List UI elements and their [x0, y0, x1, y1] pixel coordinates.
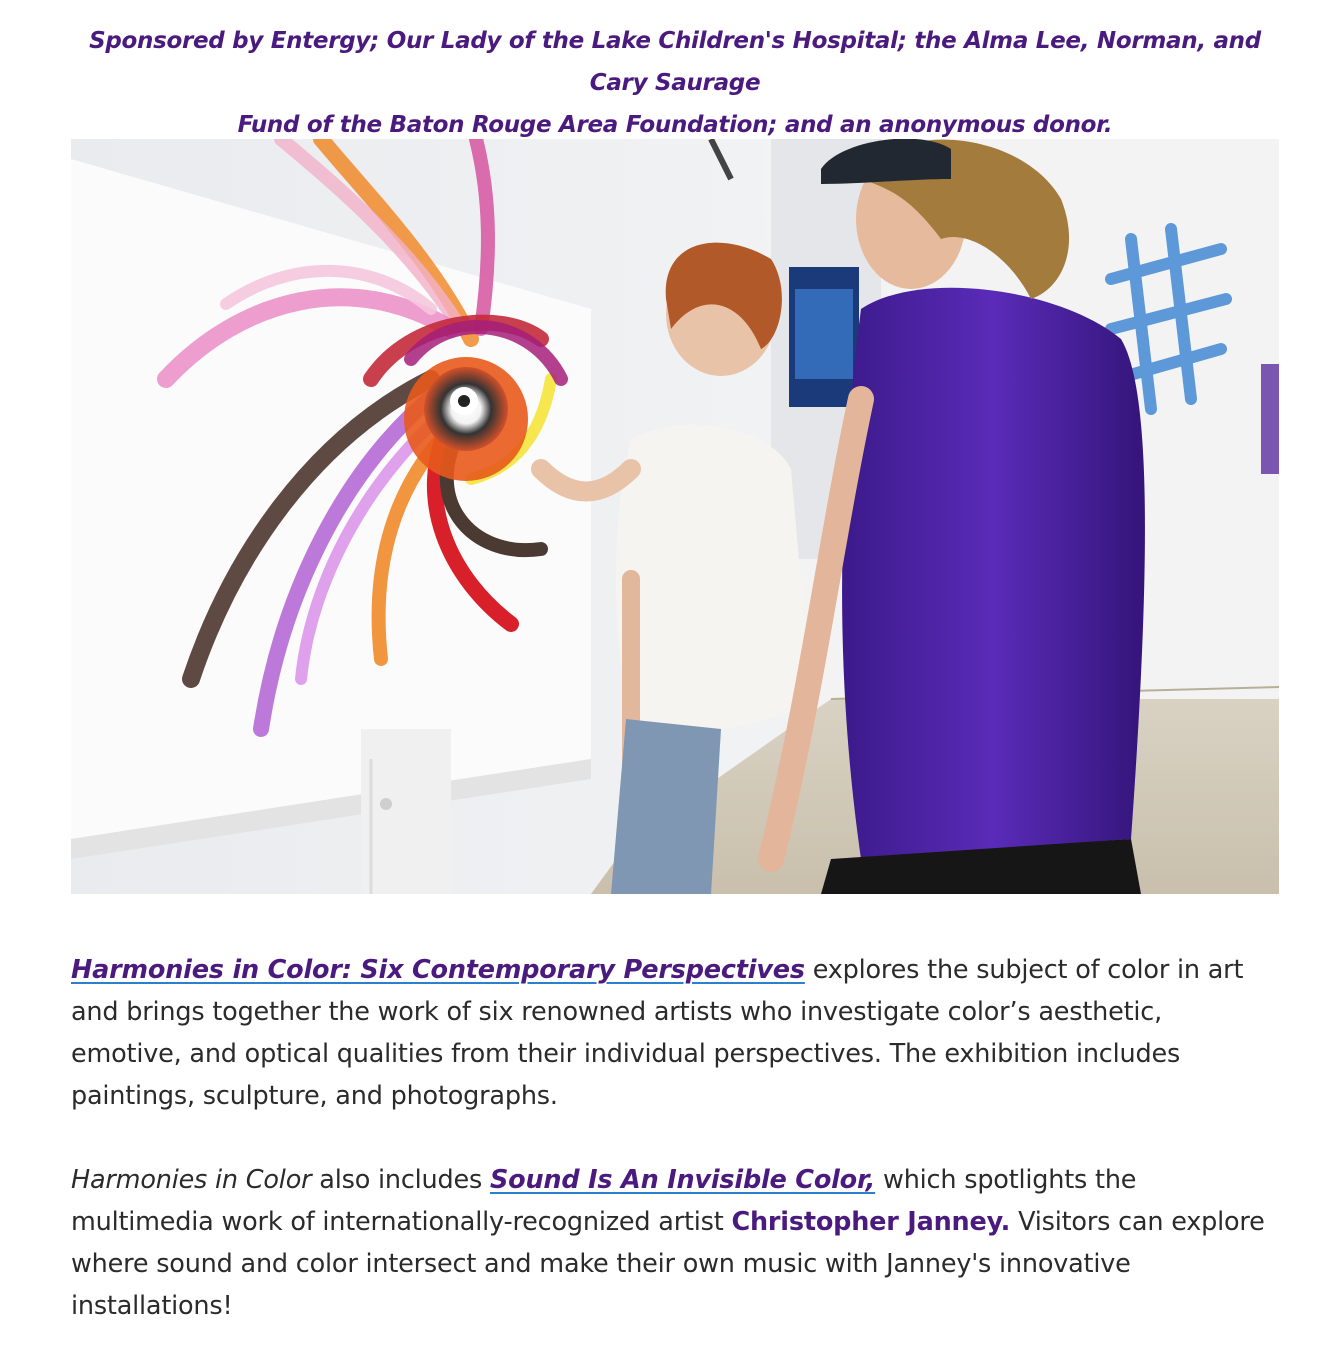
- link-comma: ,: [865, 1165, 876, 1195]
- exhibition-photo: [71, 139, 1279, 894]
- sound-is-an-invisible-color-link[interactable]: Sound Is An Invisible Color: [489, 1165, 866, 1195]
- sponsor-credit: [71, 20, 1279, 146]
- text-segment-c: Visitors can explore where sound and color intersect and make their own music with Janney's innovative installations!: [71, 1207, 1265, 1321]
- sponsor-line-1: Sponsored by Entergy; Our Lady of the Lake Children's Hospital; the Alma Lee, Norman, and Cary Saurage: [89, 28, 1261, 96]
- artist-name: Christopher Janney.: [731, 1207, 1011, 1237]
- text-segment-a: also includes: [311, 1165, 490, 1195]
- exhibition-description: [71, 949, 1279, 1117]
- sound-exhibition-description: [71, 1159, 1279, 1327]
- exhibition-title-italic: Harmonies in Color: [71, 1165, 312, 1195]
- sponsor-line-2: Fund of the Baton Rouge Area Foundation; and an anonymous donor.: [237, 112, 1113, 138]
- text-segment-b: which spotlights the multimedia work of internationally-recognized artist: [71, 1165, 1137, 1237]
- harmonies-in-color-link[interactable]: Harmonies in Color: Six Contemporary Perspectives: [71, 955, 805, 985]
- description-text: explores the subject of color in art and brings together the work of six renowned artists who investigate color’s aesthetic, emotive, and optical qualities from their individual perspectives. The exhibition includes paintings, sculpture, and photographs.: [71, 955, 1244, 1111]
